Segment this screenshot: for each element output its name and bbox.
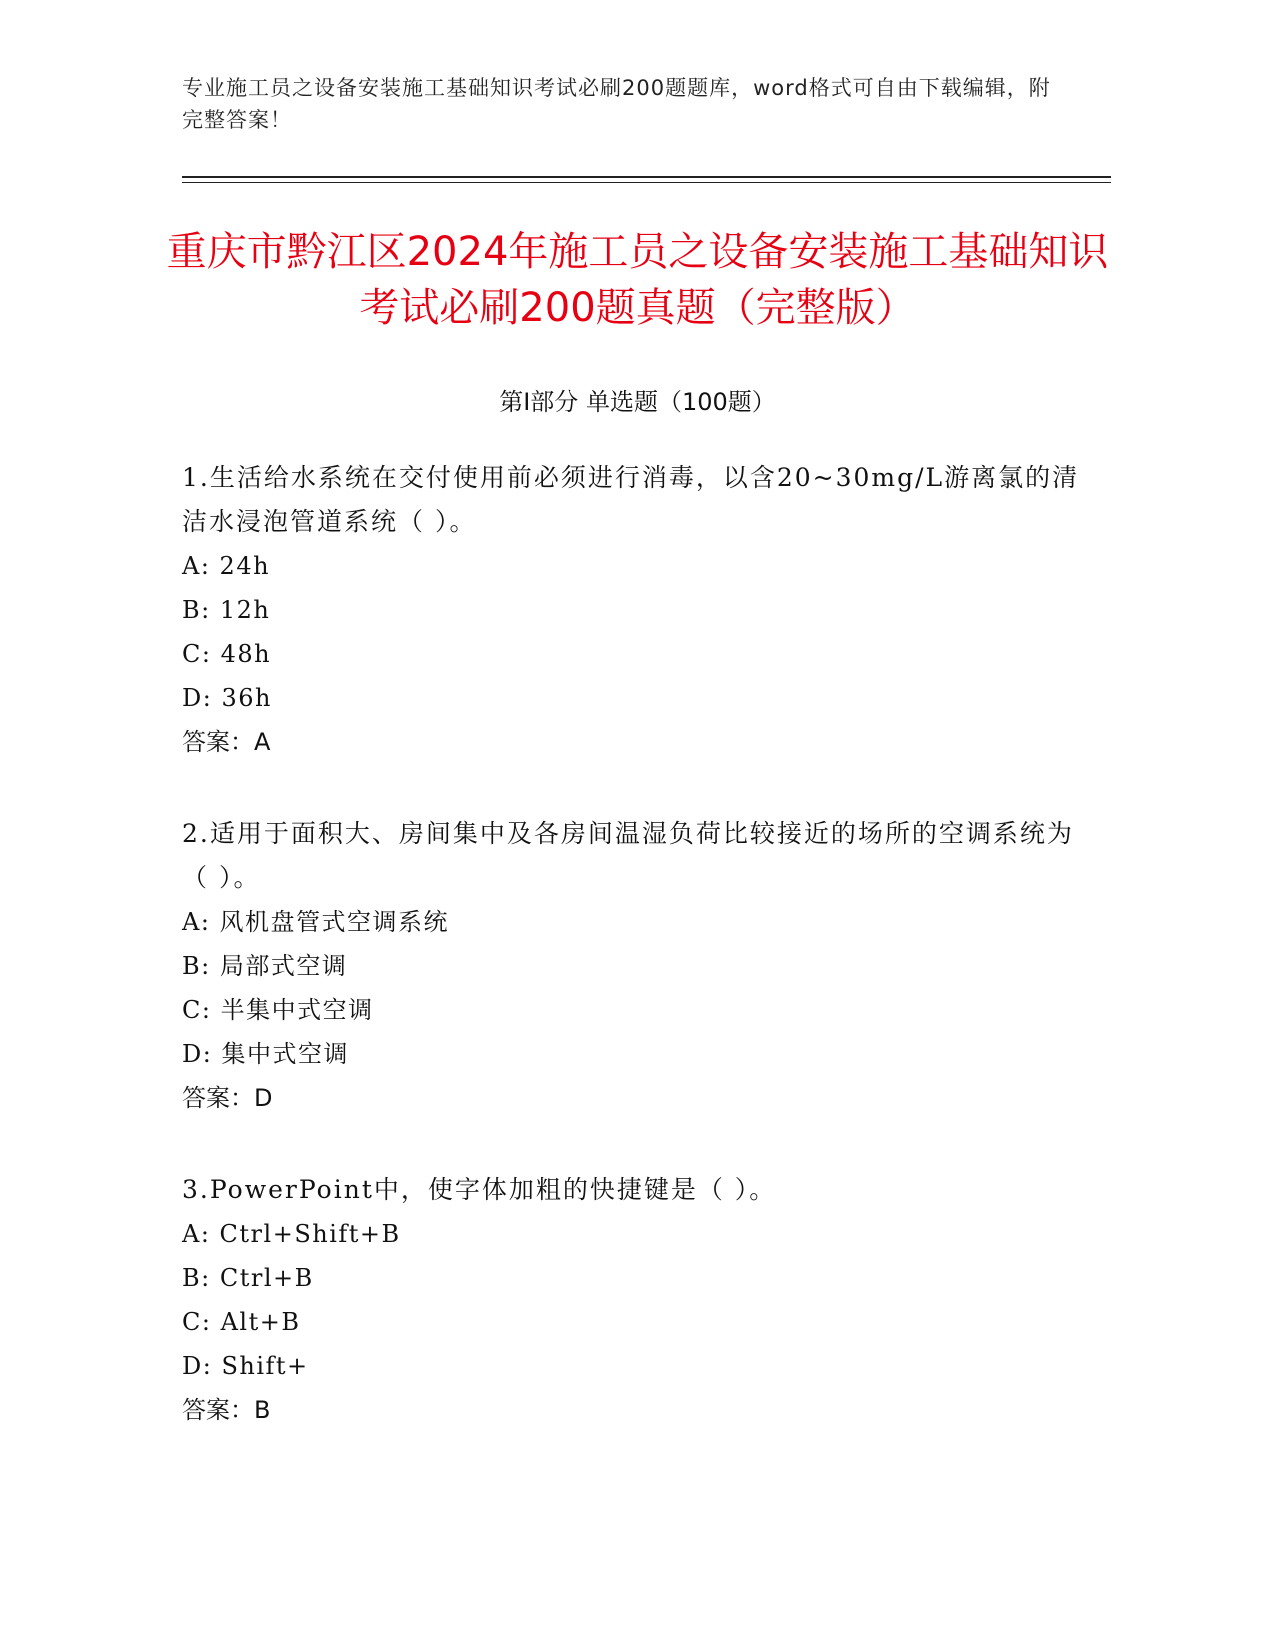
question-1 (182, 456, 1082, 764)
answer-line: 答案：D (182, 1084, 273, 1112)
header-divider-thick (182, 176, 1111, 178)
section-heading: 第Ⅰ部分 单选题（100题） (499, 388, 776, 416)
option-d: D: 36h (182, 684, 272, 712)
option-c: C: 48h (182, 640, 272, 668)
question-3 (182, 1168, 1082, 1432)
question-stem: 1.生活给水系统在交付使用前必须进行消毒，以含20~30mg/L游离氯的清洁水浸泡管道系统（ ）。 (182, 463, 1080, 536)
option-b: B: Ctrl+B (182, 1264, 314, 1292)
question-stem: 2.适用于面积大、房间集中及各房间温湿负荷比较接近的场所的空调系统为（ ）。 (182, 819, 1074, 892)
question-list (182, 456, 1082, 1480)
option-c: C: Alt+B (182, 1308, 301, 1336)
answer-line: 答案：A (182, 728, 271, 756)
option-a: A: 风机盘管式空调系统 (182, 908, 450, 936)
question-2 (182, 812, 1082, 1120)
option-c: C: 半集中式空调 (182, 996, 374, 1024)
option-b: B: 局部式空调 (182, 952, 348, 980)
document-title: 重庆市黔江区2024年施工员之设备安装施工基础知识考试必刷200题真题（完整版） (166, 229, 1109, 331)
header-divider-thin (182, 182, 1111, 183)
header-note: 专业施工员之设备安装施工基础知识考试必刷200题题库，word格式可自由下载编辑，附完整答案！ (182, 76, 1051, 132)
option-b: B: 12h (182, 596, 271, 624)
option-d: D: 集中式空调 (182, 1040, 349, 1068)
option-a: A: Ctrl+Shift+B (182, 1220, 401, 1248)
option-d: D: Shift+ (182, 1352, 309, 1380)
question-stem: 3.PowerPoint中，使字体加粗的快捷键是（ ）。 (182, 1175, 777, 1204)
answer-line: 答案：B (182, 1396, 271, 1424)
option-a: A: 24h (182, 552, 271, 580)
